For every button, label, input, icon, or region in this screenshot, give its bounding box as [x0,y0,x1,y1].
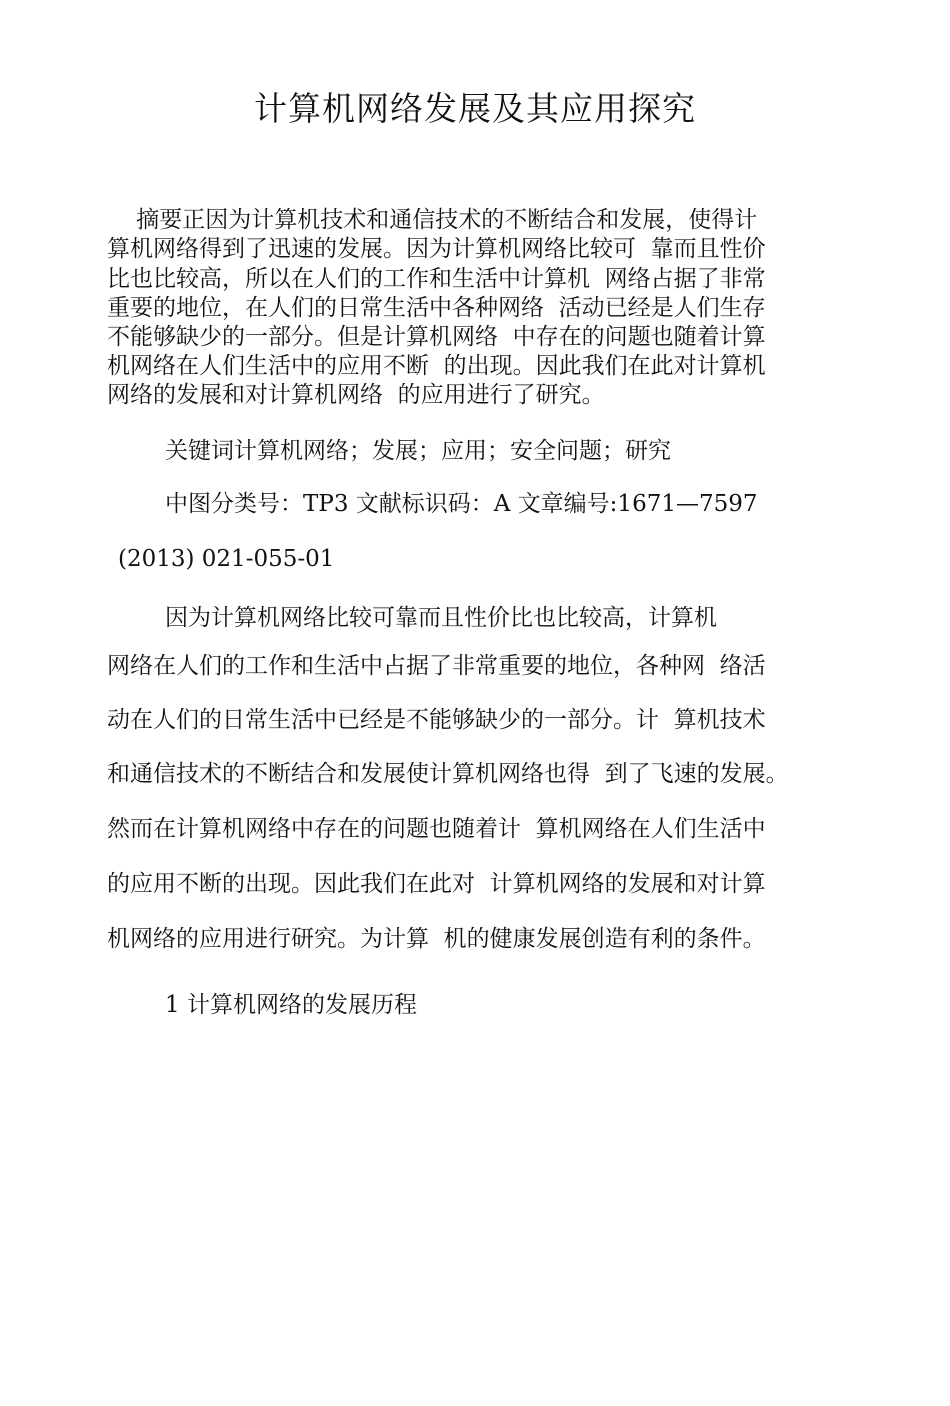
body-line: 然而在计算机网络中存在的问题也随着计 算机网络在人们生活中 [107,816,766,842]
abstract-line: 摘要正因为计算机技术和通信技术的不断结合和发展，使得计 [107,207,758,233]
body-line: 机网络的应用进行研究。为计算 机的健康发展创造有利的条件。 [107,926,766,952]
abstract-line: 算机网络得到了迅速的发展。因为计算机网络比较可 靠而且性价 [107,236,766,262]
body-line: 的应用不断的出现。因此我们在此对 计算机网络的发展和对计算 [107,871,766,897]
body-line: 动在人们的日常生活中已经是不能够缺少的一部分。计 算机技术 [107,707,766,733]
abstract-line: 重要的地位，在人们的日常生活中各种网络 活动已经是人们生存 [107,295,766,321]
body-line: 因为计算机网络比较可靠而且性价比也比较高，计算机 [165,605,717,631]
keywords-line: 关键词计算机网络；发展；应用；安全问题；研究 [165,438,671,464]
abstract-line: 比也比较高，所以在人们的工作和生活中计算机 网络占据了非常 [107,266,766,292]
abstract-line: 网络的发展和对计算机网络 的应用进行了研究。 [107,382,605,408]
document-title: 计算机网络发展及其应用探究 [254,89,696,128]
abstract-line: 机网络在人们生活中的应用不断 的出现。因此我们在此对计算机 [107,353,766,379]
classification-line: 中图分类号：TP3 文献标识码：A 文章编号:1671—7597 [165,491,758,517]
body-line: 和通信技术的不断结合和发展使计算机网络也得 到了飞速的发展。 [107,761,789,787]
body-line: 网络在人们的工作和生活中占据了非常重要的地位，各种网 络活 [107,653,766,679]
classification-line-continued: (2013) 021-055-01 [118,546,335,572]
section-heading: 1 计算机网络的发展历程 [165,992,417,1018]
abstract-line: 不能够缺少的一部分。但是计算机网络 中存在的问题也随着计算 [107,324,766,350]
